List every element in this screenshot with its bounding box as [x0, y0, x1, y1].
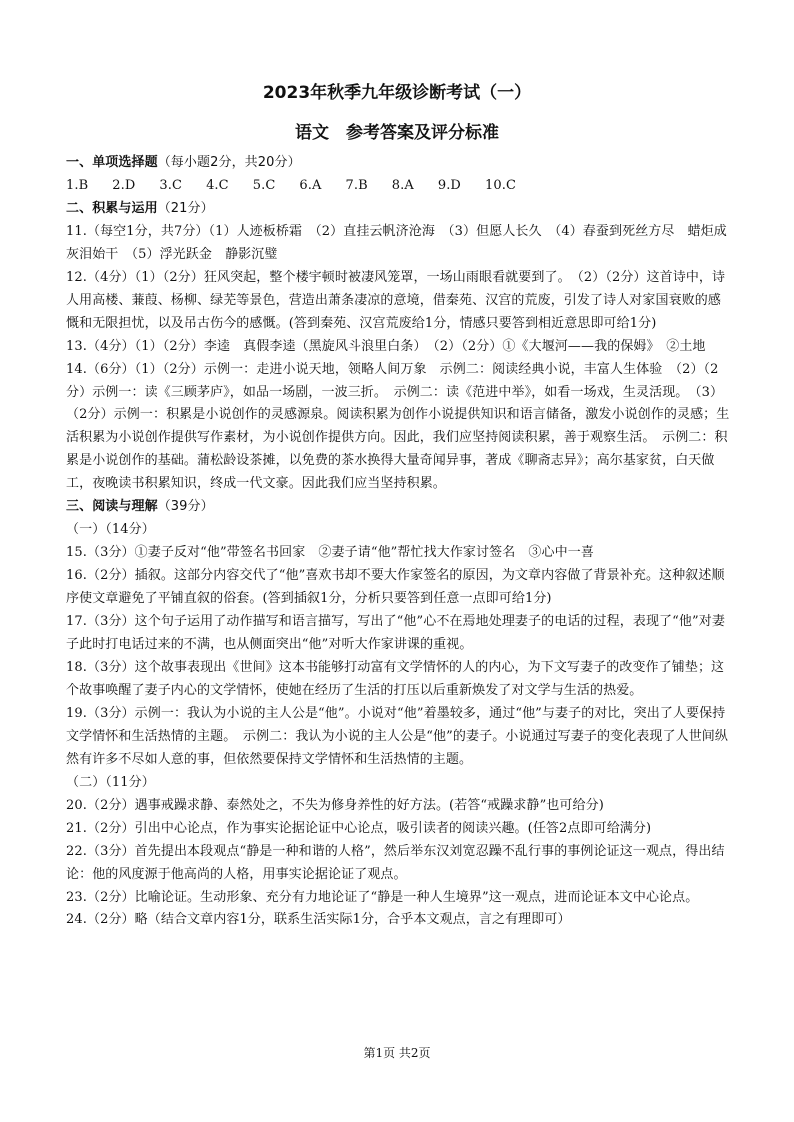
section-score: （21分）	[157, 200, 214, 216]
part-heading-2: （二）（11分）	[66, 774, 155, 790]
answer-q24: 24.（2分）略（结合文章内容1分，联系生活实际1分，合乎本文观点，言之有理即可）	[66, 912, 571, 928]
section-title: 三、阅读与理解	[66, 499, 158, 515]
section-heading-3	[66, 496, 730, 519]
section-score: （39分）	[157, 499, 214, 515]
answer-1: 1.B	[66, 177, 89, 193]
section-heading-2	[66, 198, 730, 221]
answer-7: 7.B	[345, 177, 368, 193]
section-title: 一、单项选择题	[66, 155, 158, 170]
answer-6: 6.A	[299, 177, 322, 193]
answer-10: 10.C	[484, 177, 516, 193]
answer-q17: 17.（3分）这个句子运用了动作描写和语言描写，写出了“他”心不在焉地处理妻子的电话的过程，表现了“他”对妻子此时打电话过来的不满，也从侧面突出“他”对听大作家讲课的重视。	[66, 614, 725, 653]
answer-8: 8.A	[391, 177, 414, 193]
page-footer: 第1页 共2页	[363, 1046, 431, 1060]
answer-3: 3.C	[159, 177, 183, 193]
answer-q23: 23.（2分）比喻论证。生动形象、充分有力地论证了“静是一种人生境界”这一观点，进而论证本文中心论点。	[66, 889, 699, 905]
part-heading-1: （一）（14分）	[66, 522, 155, 538]
section-title: 二、积累与运用	[66, 200, 158, 216]
choice-answers	[66, 175, 730, 198]
section-score: （每小题2分，共20分）	[157, 155, 301, 170]
answer-2: 2.D	[112, 177, 136, 193]
answer-4: 4.C	[206, 177, 229, 193]
answer-q14: 14.（6分）（1）（2分）示例一：走进小说天地，领略人间万象 示例二：阅读经典小说，丰富人生体验 （2）（2分）示例一：读《三顾茅庐》，如品一场剧，一波三折。 示例二：读《范进中举》，如看一场戏，生灵活现。 （3）（2分）示例一：积累是小说创作的灵感源泉。阅读积累为创作小说提供知识和语言储备，激发小说创作的灵感；生活积累为小说创作提供写作素材，为小说创作提供方向。因此，我们应坚持阅读积累，善于观察生活。 示例二：积累是小说创作的基础。蒲松龄设茶摊，以免费的茶水换得大量奇闻异事，著成《聊斋志异》；高尔基家贫，白天做工，夜晚读书积累知识，终成一代文豪。因此我们应当坚持积累。	[66, 361, 730, 492]
answer-q18: 18.（3分）这个故事表现出《世间》这本书能够打动富有文学情怀的人的内心，为下文写妻子的改变作了铺垫；这个故事唤醒了妻子内心的文学情怀，使她在经历了生活的打压以后重新焕发了对文学与生活的热爱。	[66, 659, 725, 698]
answer-q21: 21.（2分）引出中心论点，作为事实论据论证中心论点，吸引读者的阅读兴趣。(任答2点即可给满分)	[66, 820, 652, 836]
answer-q13: 13.（4分）（1）（2分）李逵 真假李逵（黑旋风斗浪里白条） （2）（2分）①《大堰河——我的保姆》 ②土地	[66, 338, 706, 354]
answer-q15: 15.（3分）①妻子反对“他”带签名书回家 ②妻子请“他”帮忙找大作家讨签名 ③心中一喜	[66, 545, 594, 561]
answer-q12: 12.（4分）（1）（2分）狂风突起，整个楼宇顿时被凄风笼罩，一场山雨眼看就要到了。 （2）（2分）这首诗中，诗人用高楼、蒹葭、杨柳、绿芜等景色，营造出萧条凄凉的意境，借秦苑、汉宫的荒废，引发了诗人对家国衰败的感慨和无限担忧，以及吊古伤今的感慨。(答到秦苑、汉宫荒废给1分，情感只要答到相近意思即可给1分)	[66, 269, 726, 331]
answer-q11: 11.（每空1分，共7分）（1）人迹板桥霜 （2）直挂云帆济沧海 （3）但愿人长久 （4）春蚕到死丝方尽 蜡炬成灰泪始干 （5）浮光跃金 静影沉璧	[66, 223, 727, 262]
answer-q19: 19.（3分）示例一：我认为小说的主人公是“他”。小说对“他”着墨较多，通过“他”与妻子的对比，突出了人要保持文学情怀和生活热情的主题。 示例二：我认为小说的主人公是“他”的妻子。小说通过写妻子的变化表现了人世间纵然有许多不尽如人意的事，但依然要保持文学情怀和生活热情的主题。	[66, 705, 728, 767]
answer-9: 9.D	[437, 177, 461, 193]
answer-q20: 20.（2分）遇事戒躁求静、泰然处之，不失为修身养性的好方法。(若答“戒躁求静”也可给分)	[66, 797, 604, 813]
answer-body	[66, 152, 730, 932]
answer-q16: 16.（2分）插叙。这部分内容交代了“他”喜欢书却不要大作家签名的原因，为文章内容做了背景补充。这种叙述顺序使文章避免了平铺直叙的俗套。(答到插叙1分，分析只要答到任意一点即可给1分)	[66, 568, 725, 607]
page-subtitle: 语文 参考答案及评分标准	[295, 123, 499, 143]
answer-5: 5.C	[252, 177, 276, 193]
page-title: 2023年秋季九年级诊断考试（一）	[262, 83, 532, 103]
section-heading-1	[66, 152, 730, 175]
answer-q22: 22.（3分）首先提出本段观点“静是一种和谐的人格”，然后举东汉刘宽忍躁不乱行事的事例论证这一观点，得出结论：他的风度源于他高尚的人格，用事实论据论证了观点。	[66, 843, 725, 882]
